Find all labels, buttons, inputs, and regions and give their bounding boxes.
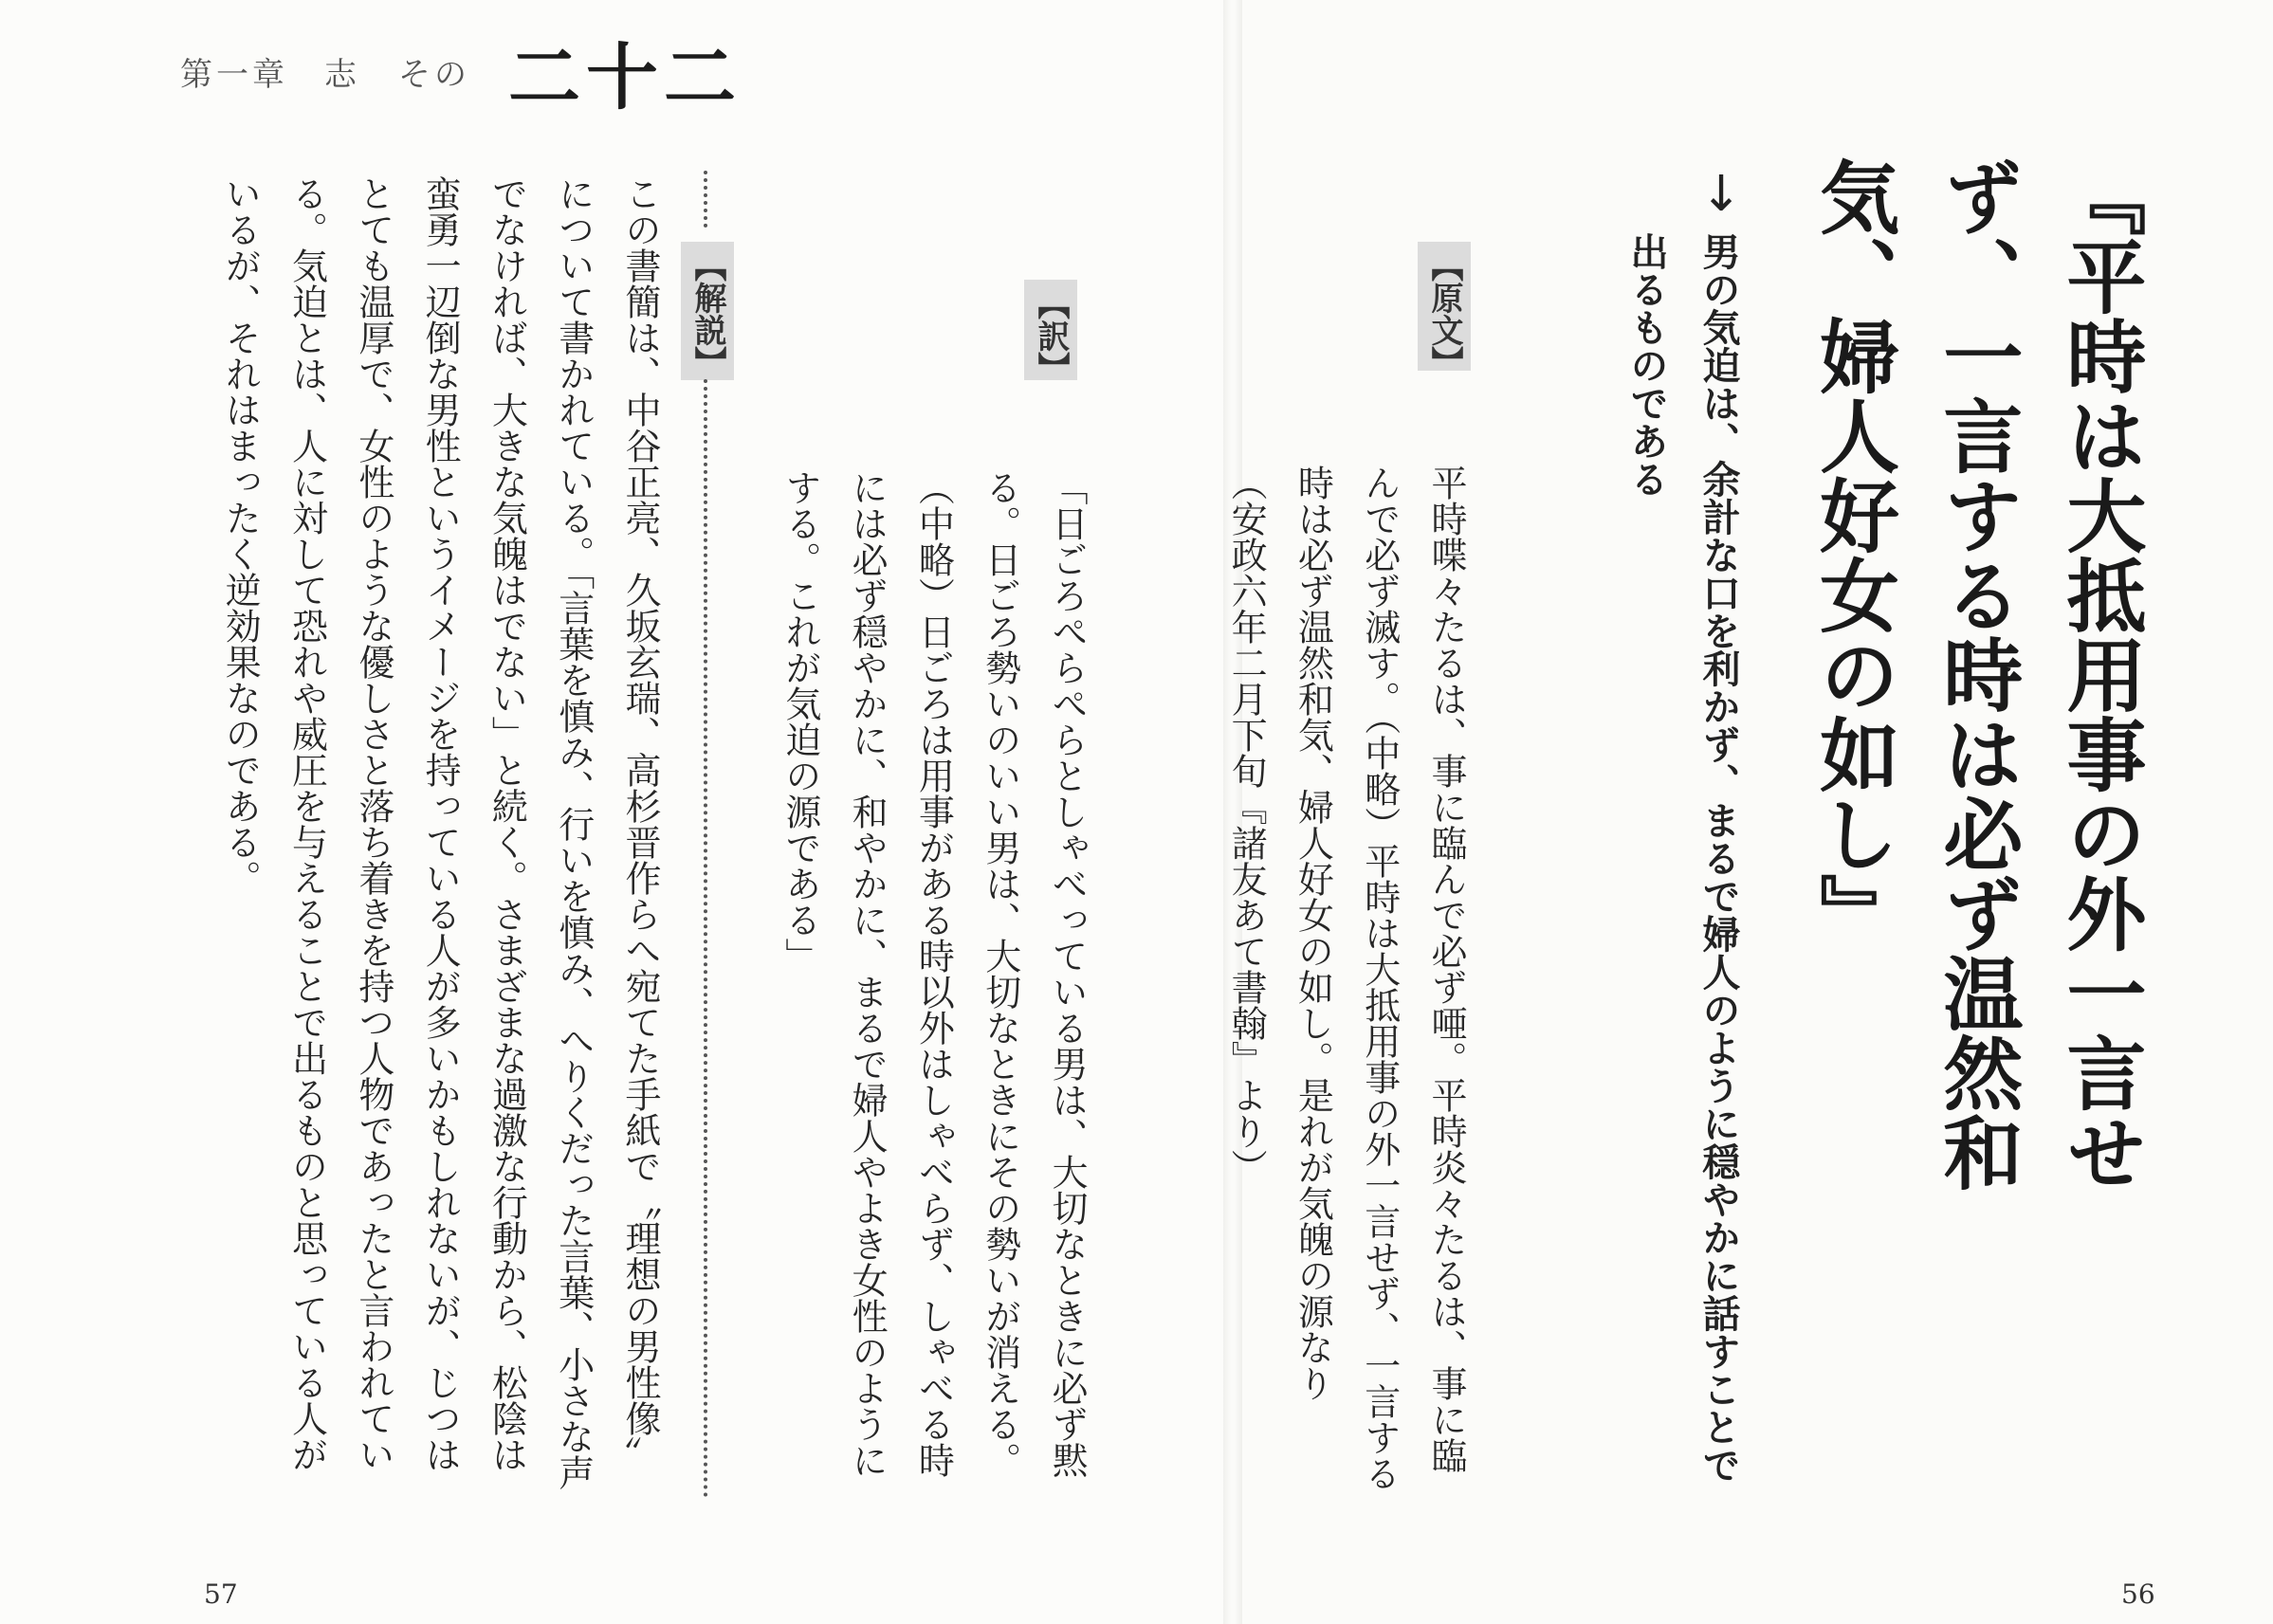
- arrow-down-icon: ↓: [1700, 166, 1742, 223]
- genbun-text: [1225, 465, 1479, 1507]
- page-number-left: 57: [204, 1578, 238, 1610]
- kaisetsu-label: 【解説】: [681, 242, 734, 380]
- dotted-divider-bottom: [704, 379, 707, 1498]
- yaku-label: 【訳】: [1024, 280, 1077, 380]
- dotted-divider-top: [704, 171, 707, 228]
- quote-title: 『平時は大抵用事の外一言せず、一言する時は必ず温然和気、婦人好女の如し』: [1806, 156, 2147, 1192]
- page-number-right: 56: [2121, 1578, 2155, 1610]
- genbun-label: 【原文】: [1418, 242, 1471, 371]
- genbun-body: 平時喋々たるは、事に臨んで必ず唖。平時炎々たるは、事に臨んで必ず滅す。（中略）平時は大抵用事の外一言せず、一言する時は必ず温然和気、婦人好女の如し。是れが気魄の源なり: [1292, 465, 1467, 1491]
- chapter-header: [180, 28, 742, 119]
- chapter-label: 第一章 志: [180, 55, 360, 94]
- quote-summary: 男の気迫は、余計な口を利かず、まるで婦人のように穏やかに話すことで出るものである: [1624, 232, 1740, 1484]
- genbun-source: （安政六年二月下旬『諸友あて書翰』より）: [1225, 465, 1268, 1185]
- section-number: 二十二: [508, 34, 742, 119]
- yaku-text: 「日ごろぺらぺらとしゃべっている男は、大切なときに必ず黙る。日ごろ勢いのいい男は、大切なときにその勢いが消える。（中略）日ごろは用事がある時以外はしゃべらず、しゃべる時には必ず穏やかに、和やかに、まるで婦人やよき女性のようにする。これが気迫の源である」: [779, 469, 1088, 1478]
- kaisetsu-text: この書簡は、中谷正亮、久坂玄瑞、高杉晋作らへ宛てた手紙で〝理想の男性像〟について書かれている。「言葉を慎み、行いを慎み、へりくだった言葉、小さな声でなければ、大きな気魄はでない」と続く。さまざまな過激な行動から、松陰は蛮勇一辺倒な男性というイメージを持っている人が多いかもしれないが、じつはとても温厚で、女性のような優しさと落ち着きを持つ人物であったと言われている。気迫とは、人に対して恐れや威圧を与えることで出るものと思っている人がいるが、それはまったく逆効果なのである。: [219, 175, 661, 1490]
- section-prefix: その: [398, 55, 470, 94]
